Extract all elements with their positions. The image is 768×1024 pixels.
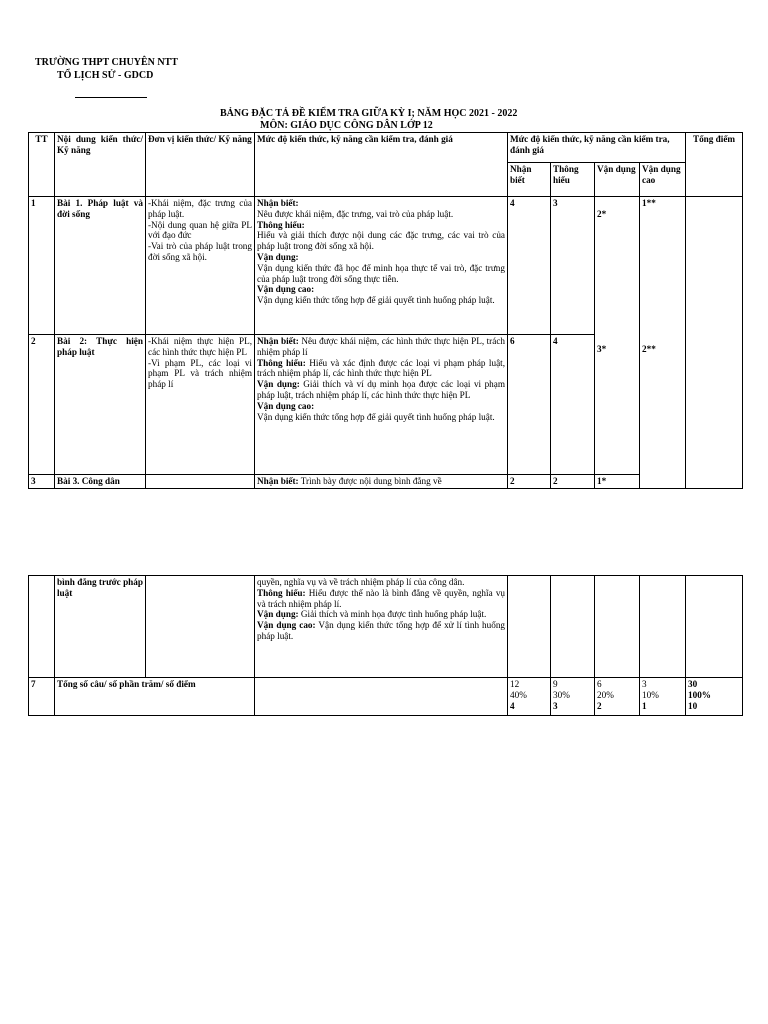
spec-table bbox=[28, 132, 743, 489]
req-label-thong-hieu: Thông hiểu: bbox=[257, 357, 306, 368]
total-van-dung-score: 2 bbox=[597, 700, 602, 711]
req-text-nhan-biet-continued: quyền, nghĩa vụ và về trách nhiệm pháp lí của công dân. bbox=[257, 577, 465, 587]
req-text-thong-hieu: Hiểu và xác định được các loại vi phạm pháp luật, trách nhiệm pháp lí, các hình thức thực hiện PL bbox=[257, 357, 505, 379]
document-subject: MÔN: GIÁO DỤC CÔNG DÂN LỚP 12 bbox=[260, 120, 433, 131]
total-row-label: Tổng số câu/ số phần trăm/ số điểm bbox=[55, 678, 255, 716]
total-row-tt: 7 bbox=[29, 678, 55, 716]
row-tt bbox=[29, 576, 55, 678]
req-text-van-dung: Vận dụng kiến thức đã học để minh họa thực tế vai trò, đặc trưng của pháp luật trong đời sống thực tiễn. bbox=[257, 262, 505, 284]
req-text-van-dung: Giải thích và minh họa được tình huống pháp luật. bbox=[298, 609, 487, 620]
row-units bbox=[146, 475, 255, 489]
table-header-row bbox=[29, 133, 743, 163]
req-label-van-dung-cao: Vận dụng cao: bbox=[257, 400, 315, 411]
req-text-thong-hieu: Hiểu được thế nào là bình đẳng về quyền, nghĩa vụ và trách nhiệm pháp lí. bbox=[257, 587, 506, 609]
req-label-nhan-biet: Nhận biết: bbox=[257, 336, 299, 346]
col-header-total: Tổng điểm bbox=[686, 133, 743, 197]
row-units bbox=[146, 197, 255, 335]
col-header-tt: TT bbox=[29, 133, 55, 197]
row-requirements bbox=[255, 475, 508, 489]
req-label-van-dung: Vận dụng: bbox=[257, 251, 299, 262]
row-requirements bbox=[255, 197, 508, 335]
count-van-dung-cao bbox=[640, 197, 686, 489]
col-header-van-dung: Vận dụng bbox=[595, 163, 640, 197]
unit-item: -Khái niệm thực hiện PL, các hình thức thực hiện PL bbox=[148, 336, 252, 357]
count-thong-hieu: 3 bbox=[551, 197, 595, 335]
total-nhan-biet-percent: 40% bbox=[510, 689, 527, 700]
table-row bbox=[29, 475, 743, 489]
unit-item: -Vai trò của pháp luật trong đời sống xã hội. bbox=[148, 241, 252, 262]
row-requirements bbox=[255, 576, 508, 678]
count-van-dung-cao-row1: 1** bbox=[642, 198, 656, 208]
table-row bbox=[29, 197, 743, 335]
total-row-requirements bbox=[255, 678, 508, 716]
req-text-van-dung-cao: Vận dụng kiến thức tổng hợp để giải quyết tình huống pháp luật. bbox=[257, 411, 495, 422]
total-van-dung-cao-score: 1 bbox=[642, 700, 647, 711]
total-van-dung-count: 6 bbox=[597, 679, 602, 689]
count-van-dung-row1: 2* bbox=[597, 209, 607, 219]
total-overall-percent: 100% bbox=[688, 689, 711, 700]
row-tt: 3 bbox=[29, 475, 55, 489]
req-text-thong-hieu: Hiểu và giải thích được nội dung các đặc trưng, các vai trò của pháp luật trong đời sống xã hội. bbox=[257, 230, 505, 252]
req-label-nhan-biet: Nhận biết: bbox=[257, 476, 299, 486]
total-overall-score: 10 bbox=[688, 700, 698, 711]
total-van-dung-cao-count: 3 bbox=[642, 679, 647, 689]
unit-item: -Vi phạm PL, các loại vi phạm PL và trách nhiệm pháp lí bbox=[148, 357, 252, 390]
row-content: Bài 2: Thực hiện pháp luật bbox=[55, 335, 146, 475]
unit-item: -Khái niệm, đặc trưng của pháp luật. bbox=[148, 198, 252, 219]
document-title: BẢNG ĐẶC TẢ ĐỀ KIỂM TRA GIỮA KỲ I; NĂM HỌC 2021 - 2022 bbox=[220, 108, 518, 119]
count-thong-hieu: 4 bbox=[551, 335, 595, 475]
col-header-nhan-biet: Nhận biết bbox=[508, 163, 551, 197]
req-label-thong-hieu: Thông hiểu: bbox=[257, 219, 305, 230]
total-thong-hieu-percent: 30% bbox=[553, 689, 570, 700]
count-thong-hieu: 2 bbox=[551, 475, 595, 489]
col-header-content: Nội dung kiến thức/ Kỹ năng bbox=[55, 133, 146, 197]
req-label-van-dung: Vận dụng: bbox=[257, 609, 299, 620]
col-header-requirement: Mức độ kiến thức, kỹ năng cần kiểm tra, đánh giá bbox=[255, 133, 508, 197]
spec-table-continued bbox=[28, 575, 743, 716]
count-van-dung bbox=[595, 197, 640, 475]
row-requirements bbox=[255, 335, 508, 475]
total-overall bbox=[686, 678, 743, 716]
count-nhan-biet bbox=[508, 576, 551, 678]
total-nhan-biet-score: 4 bbox=[510, 700, 515, 711]
total-thong-hieu-score: 3 bbox=[553, 700, 558, 711]
count-nhan-biet: 4 bbox=[508, 197, 551, 335]
req-text-van-dung-cao: Vận dụng kiến thức tổng hợp để xử lí tình huống pháp luật. bbox=[257, 620, 506, 641]
count-nhan-biet: 6 bbox=[508, 335, 551, 475]
req-label-nhan-biet: Nhận biết: bbox=[257, 198, 299, 208]
total-nhan-biet bbox=[508, 678, 551, 716]
total-nhan-biet-count: 12 bbox=[510, 679, 520, 689]
req-text-van-dung-cao: Vận dụng kiến thức tổng hợp để giải quyết tình huống pháp luật. bbox=[257, 295, 495, 306]
req-label-van-dung-cao: Vận dụng cao: bbox=[257, 620, 316, 631]
req-text-nhan-biet: Trình bày được nội dung bình đẳng về bbox=[298, 476, 442, 486]
table-row bbox=[29, 576, 743, 678]
row-content-continued: bình đẳng trước pháp luật bbox=[55, 576, 146, 678]
row-units bbox=[146, 576, 255, 678]
req-text-van-dung: Giải thích và ví dụ minh họa được các loại vi phạm pháp luật, trách nhiệm pháp lí, các hình thức thực hiện PL bbox=[257, 379, 505, 400]
total-thong-hieu bbox=[551, 678, 595, 716]
col-header-thong-hieu: Thông hiểu bbox=[551, 163, 595, 197]
req-label-van-dung: Vận dụng: bbox=[257, 379, 300, 390]
total-van-dung-percent: 20% bbox=[597, 689, 614, 700]
count-van-dung-cao bbox=[640, 576, 686, 678]
row-content: Bài 1. Pháp luật và đời sống bbox=[55, 197, 146, 335]
count-nhan-biet: 2 bbox=[508, 475, 551, 489]
count-van-dung-row2: 3* bbox=[597, 343, 607, 354]
req-text-nhan-biet: Nêu được khái niệm, đặc trưng, vai trò của pháp luật. bbox=[257, 208, 454, 219]
unit-item: -Nội dung quan hệ giữa PL với đạo đức bbox=[148, 219, 252, 241]
req-label-van-dung-cao: Vận dụng cao: bbox=[257, 284, 315, 295]
total-cell bbox=[686, 197, 743, 489]
total-van-dung bbox=[595, 678, 640, 716]
req-text-nhan-biet: Nêu được khái niệm, các hình thức thực hiện PL, trách nhiệm pháp lí bbox=[257, 336, 505, 357]
total-thong-hieu-count: 9 bbox=[553, 679, 558, 689]
count-thong-hieu bbox=[551, 576, 595, 678]
count-van-dung: 1* bbox=[595, 475, 640, 489]
total-overall-count: 30 bbox=[688, 679, 698, 689]
total-van-dung-cao bbox=[640, 678, 686, 716]
col-header-level-group: Mức độ kiến thức, kỹ năng cần kiểm tra, đánh giá bbox=[508, 133, 686, 163]
req-label-thong-hieu: Thông hiểu: bbox=[257, 587, 306, 598]
total-row bbox=[29, 678, 743, 716]
row-units bbox=[146, 335, 255, 475]
department-name: TỔ LỊCH SỬ - GDCD bbox=[57, 70, 154, 81]
col-header-unit: Đơn vị kiến thức/ Kỹ năng bbox=[146, 133, 255, 197]
count-van-dung bbox=[595, 576, 640, 678]
row-content: Bài 3. Công dân bbox=[55, 475, 146, 489]
row-tt: 1 bbox=[29, 197, 55, 335]
header-divider bbox=[75, 97, 147, 98]
col-header-van-dung-cao: Vận dụng cao bbox=[640, 163, 686, 197]
school-name: TRƯỜNG THPT CHUYÊN NTT bbox=[35, 57, 178, 68]
total-van-dung-cao-percent: 10% bbox=[642, 689, 659, 700]
total-cell bbox=[686, 576, 743, 678]
row-tt: 2 bbox=[29, 335, 55, 475]
count-van-dung-cao-row2: 2** bbox=[642, 343, 656, 354]
